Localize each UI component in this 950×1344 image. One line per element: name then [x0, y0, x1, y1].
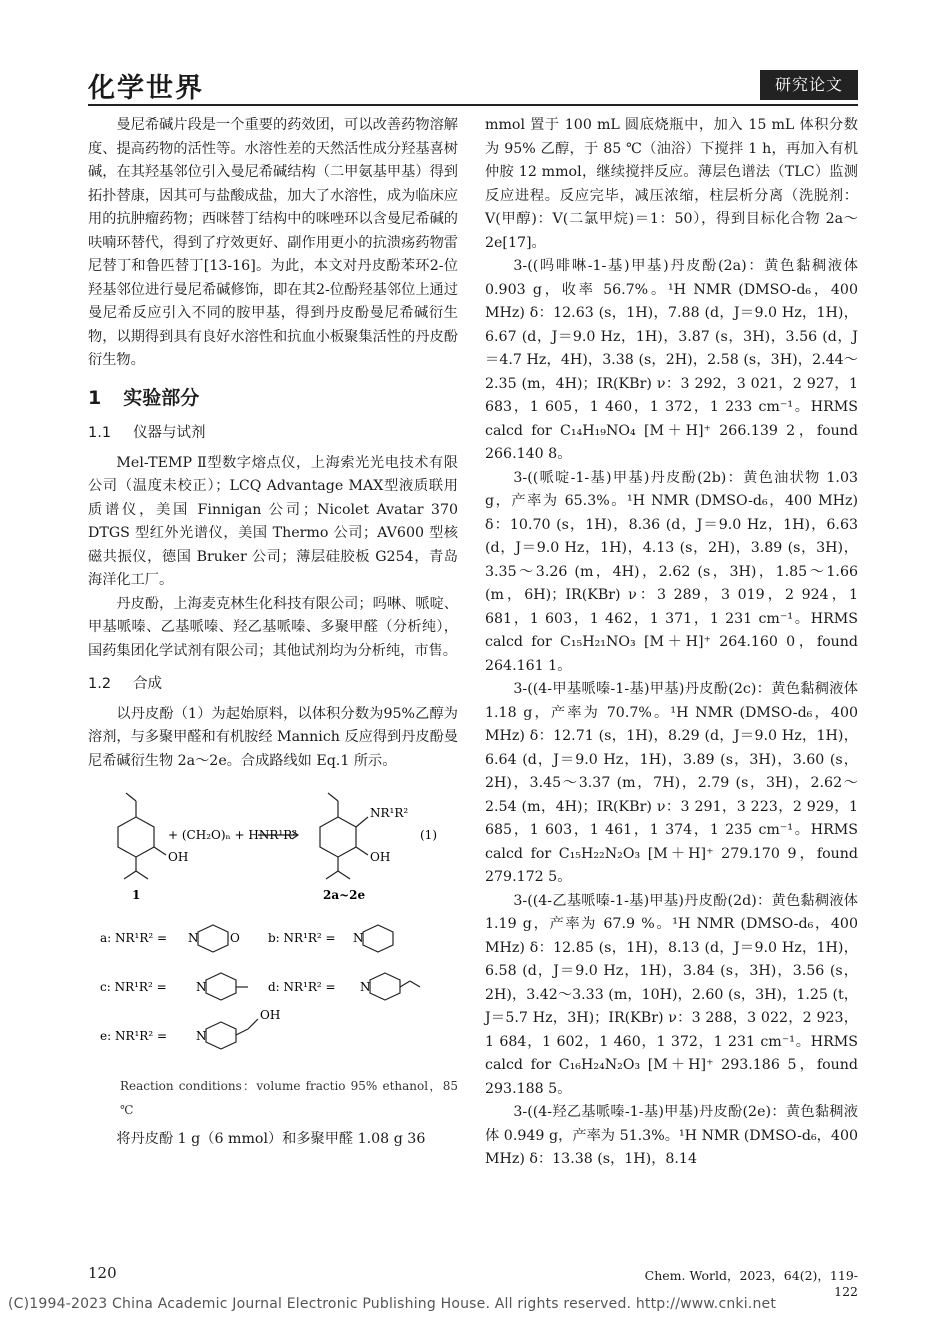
ethylpiperazine-ethyl-1 — [400, 981, 410, 987]
substituent-e-label: e: NR¹R² = — [100, 1029, 168, 1043]
prod-nr-label: NR¹R² — [370, 806, 409, 820]
methylpiperazine-ring — [206, 973, 236, 1000]
morpholine-ring — [198, 925, 228, 952]
left-column — [88, 114, 458, 1152]
substituent-d-n: N — [360, 980, 371, 994]
compound-2b: 3-((哌啶-1-基)甲基)丹皮酚(2b)：黄色油状物 1.03 g，产率为 65.3%。¹H NMR (DMSO-d₆，400 MHz) δ：10.70 (s，1H)，8.36 (d，J＝9.0 Hz，1H)，6.63 (d，J＝9.0 Hz，1H)，4.13 (s，2H)，3.89 (s，3H)，3.35～3.26 (m，4H)，2.62 (s，3H)，1.85～1.66 (m，6H)；IR(KBr) ν：3 289，3 019，2 924，1 681，1 603，1 462，1 371，1 231 cm⁻¹。HRMS calcd for C₁₅H₂₁NO₃ [M＋H]⁺ 264.160 0，found 264.161 1。 — [485, 469, 858, 674]
procedure-start: 将丹皮酚 1 g（6 mmol）和多聚甲醛 1.08 g 36 — [116, 1131, 426, 1147]
intro-paragraph: 曼尼希碱片段是一个重要的药效团，可以改善药物溶解度、提高药物的活性等。水溶性差的天然活性成分羟基喜树碱，在其羟基邻位引入曼尼希碱结构（二甲氨基甲基）得到拓扑替康，因其可与盐酸成盐，加大了水溶性，成为临床应用的抗肿瘤药物；西咪替丁结构中的咪唑环以含曼尼希碱的呋喃环替代，得到了疗效更好、副作用更小的抗溃疡药物雷尼替丁和鲁匹替丁[13-16]。为此，本文对丹皮酚苯环2-位羟基邻位进行曼尼希碱修饰，即在其2-位酚羟基邻位上通过曼尼希反应引入不同的胺甲基，得到丹皮酚曼尼希碱衍生物，以期得到具有良好水溶性和抗血小板聚集活性的丹皮酚衍生物。 — [88, 117, 458, 368]
substituent-c-label: c: NR¹R² = — [100, 980, 167, 994]
ethylpiperazine-ethyl-2 — [410, 981, 420, 987]
prod-ch3-bond — [338, 871, 350, 879]
reaction-scheme-svg — [88, 787, 458, 1069]
substituent-a-o: O — [230, 931, 240, 945]
sm-oh-label: OH — [168, 850, 189, 864]
reaction-reagents: + (CH₂O)ₙ + HNR¹R² — [168, 828, 298, 842]
substituent-a-n: N — [188, 931, 199, 945]
journal-name: 化学世界 — [88, 73, 204, 104]
section-1-2-heading — [88, 673, 458, 697]
compound-2a: 3-((吗啡啉-1-基)甲基)丹皮酚(2a)：黄色黏稠液体 0.903 g，收率 56.7%。¹H NMR (DMSO-d₆，400 MHz) δ：12.63 (s，1H)，7.88 (d，J＝9.0 Hz，1H)，6.67 (d，J＝9.0 Hz，1H)，3.87 (s，3H)，3.56 (d，J＝4.7 Hz，4H)，3.38 (s，2H)，2.58 (s，3H)，2.44～2.35 (m，4H)；IR(KBr) ν：3 292，3 021，2 927，1 683，1 605，1 460，1 372，1 233 cm⁻¹。HRMS calcd for C₁₄H₁₉NO₄ [M＋H]⁺ 266.139 2，found 266.140 8。 — [485, 258, 858, 462]
sm-benzene-ring — [118, 817, 154, 857]
section-1-1-title: 仪器与试剂 — [133, 425, 206, 441]
substituent-e-n: N — [196, 1029, 207, 1043]
prod-oh-label: OH — [370, 850, 391, 864]
section-tag: 研究论文 — [760, 70, 858, 100]
right-column — [485, 114, 858, 1172]
section-1-1-heading — [88, 422, 458, 446]
prod-methyl-bond — [328, 793, 338, 801]
header-rule — [88, 104, 858, 106]
reaction-scheme — [88, 787, 458, 1069]
equation-number: (1) — [420, 828, 437, 842]
journal-citation: Chem. World，2023，64(2)，119-122 — [644, 1268, 858, 1299]
ethylpiperazine-ring — [370, 973, 400, 1000]
copyright-line: (C)1994-2023 China Academic Journal Electronic Publishing House. All rights reserved. http://www.cnki.net — [8, 1296, 777, 1312]
instruments-paragraph: Mel-TEMP Ⅱ型数字熔点仪，上海索光光电技术有限公司（温度未校正）；LCQ Advantage MAX型液质联用质谱仪，美国 Finnigan 公司；Nicolet Avatar 370 DTGS 型红外光谱仪，美国 Thermo 公司；AV600 型核磁共振仪，德国 Bruker 公司；薄层硅胶板 G254，青岛海洋化工厂。 — [88, 454, 458, 588]
prod-oh-bond — [356, 847, 368, 855]
prod-ch2-bond — [356, 817, 368, 827]
substituent-d-label: d: NR¹R² = — [268, 980, 336, 994]
section-1-heading — [88, 387, 458, 411]
sm-co-bond — [124, 871, 136, 879]
substituent-b-n: N — [353, 931, 364, 945]
prod-label: 2a~2e — [323, 888, 366, 902]
sm-oh-bond — [154, 847, 166, 855]
page-number: 120 — [88, 1264, 117, 1282]
section-1-1-number: 1.1 — [88, 425, 112, 441]
hydroxyethylpiperazine-ring — [206, 1022, 236, 1049]
compound-2e: 3-((4-羟乙基哌嗪-1-基)甲基)丹皮酚(2e)：黄色黏稠液体 0.949 g，产率为 51.3%。¹H NMR (DMSO-d₆，400 MHz) δ：13.38 (s，1H)，8.14 — [485, 1104, 858, 1167]
substituent-c-n: N — [196, 980, 207, 994]
reagents-paragraph: 丹皮酚，上海麦克林生化科技有限公司；吗啉、哌啶、甲基哌嗪、乙基哌嗪、羟乙基哌嗪、多聚甲醛（分析纯），国药集团化学试剂有限公司；其他试剂均为分析纯，市售。 — [88, 595, 458, 659]
section-1-number: 1 — [88, 386, 102, 409]
synthesis-paragraph: 以丹皮酚（1）为起始原料，以体积分数为95%乙醇为溶剂，与多聚甲醛和有机胺经 Mannich 反应得到丹皮酚曼尼希碱衍生物 2a～2e。合成路线如 Eq.1 所示。 — [88, 705, 458, 769]
sm-ch3-bond — [136, 871, 148, 879]
compound-2c: 3-((4-甲基哌嗪-1-基)甲基)丹皮酚(2c)：黄色黏稠液体 1.18 g，产率为 70.7%。¹H NMR (DMSO-d₆，400 MHz) δ：12.71 (s，1H)，8.29 (d，J＝9.0 Hz，1H)，6.64 (d，J＝9.0 Hz，1H)，3.89 (s，3H)，3.60 (s，2H)，3.45～3.37 (m，7H)，2.79 (s，3H)，2.62～2.54 (m，4H)；IR(KBr) ν：3 291，3 223，2 929，1 685，1 603，1 461，1 374，1 235 cm⁻¹。HRMS calcd for C₁₅H₂₂N₂O₃ [M＋H]⁺ 279.170 9，found 279.172 5。 — [485, 681, 858, 885]
section-1-2-title: 合成 — [133, 676, 163, 692]
substituent-a-label: a: NR¹R² = — [100, 931, 168, 945]
hydroxyethyl-bond-1 — [236, 1029, 248, 1035]
section-1-title: 实验部分 — [123, 386, 200, 409]
prod-benzene-ring — [320, 817, 356, 857]
piperidine-ring — [363, 925, 393, 952]
sm-label: 1 — [132, 888, 141, 902]
substituent-e-oh: OH — [260, 1008, 281, 1022]
scheme-caption: Reaction conditions：volume fractio 95% ethanol，85 ℃ — [120, 1079, 458, 1117]
sm-methyl-bond — [126, 793, 136, 801]
prod-co-bond — [326, 871, 338, 879]
section-1-2-number: 1.2 — [88, 676, 112, 692]
procedure-continued: mmol 置于 100 mL 圆底烧瓶中，加入 15 mL 体积分数为 95% 乙醇，于 85 ℃（油浴）下搅拌 1 h，再加入有机仲胺 12 mmol，继续搅拌反应。薄层色谱法（TLC）监测反应进程。反应完毕，减压浓缩，柱层析分离（洗脱剂：V(甲醇)：V(二氯甲烷)＝1：50），得到目标化合物 2a～2e[17]。 — [485, 117, 858, 251]
compound-2d: 3-((4-乙基哌嗪-1-基)甲基)丹皮酚(2d)：黄色黏稠液体 1.19 g，产率为 67.9 %。¹H NMR (DMSO-d₆，400 MHz) δ：12.85 (s，1H)，8.13 (d，J＝9.0 Hz，1H)，6.58 (d，J＝9.0 Hz，1H)，3.84 (s，3H)，3.56 (s，2H)，3.42～3.33 (m，10H)，2.60 (s，3H)，1.25 (t，J＝5.7 Hz，3H)；IR(KBr) ν：3 288，3 022，2 923，1 684，1 602，1 460，1 372，1 231 cm⁻¹。HRMS calcd for C₁₆H₂₄N₂O₃ [M＋H]⁺ 293.186 5，found 293.188 5。 — [485, 892, 858, 1097]
hydroxyethyl-bond-2 — [248, 1019, 258, 1029]
substituent-b-label: b: NR¹R² = — [268, 931, 336, 945]
